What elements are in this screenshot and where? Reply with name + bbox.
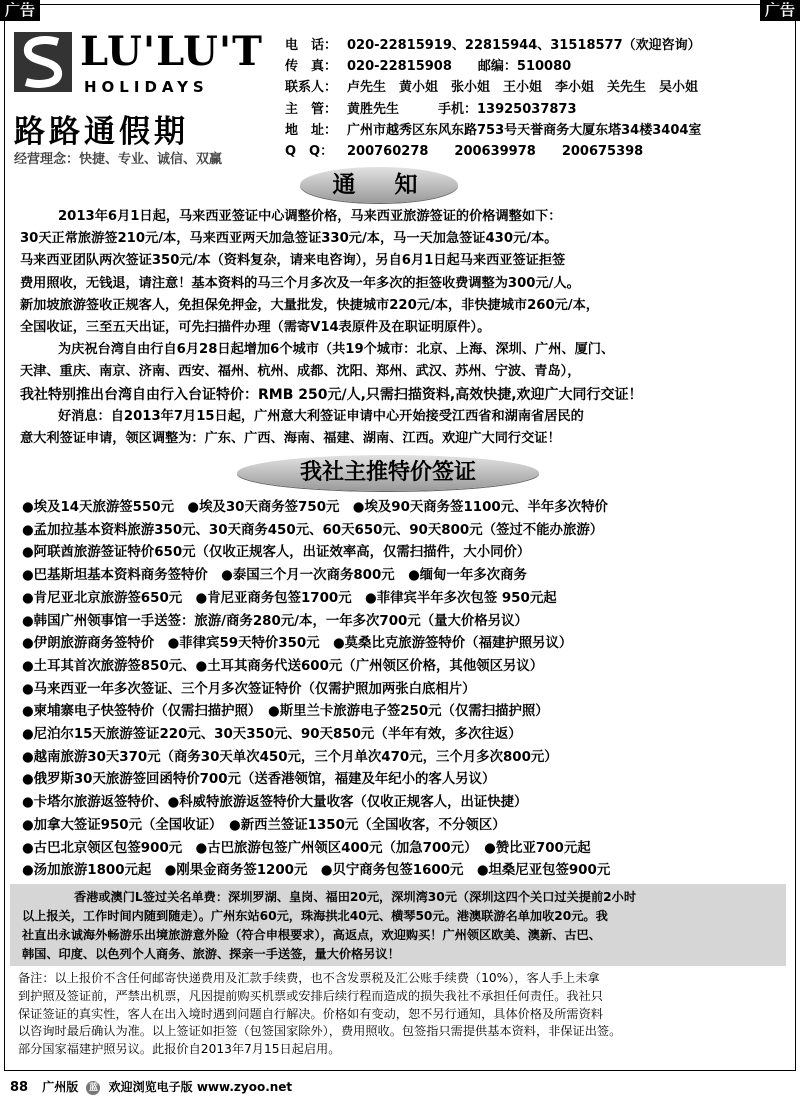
website-tagline: 欢迎浏览电子版 www.zyoo.net [108,1080,293,1094]
list-item: ●土耳其首次旅游签850元、●土耳其商务代送600元（广州领区价格，其他领区另议） [22,658,544,674]
edition-mark-icon: 蓝 [86,1081,100,1095]
page-footer [10,1078,292,1095]
contact-value: 020-22815908 邮编：510080 [347,59,572,75]
notice-line: 新加坡旅游签收正规客人，免担保免押金，大量批发，快捷城市220元/本，非快捷城市260元/本， [20,297,599,313]
contact-info [285,35,790,162]
contact-value: 200760278 200639978 200675398 [347,144,644,160]
list-item: ●俄罗斯30天旅游签回函特价700元（送香港领馆，福建及年纪小的客人另议） [22,772,496,788]
contact-label: 地 址： [285,122,338,138]
contact-row-persons [285,77,790,98]
list-item: ●尼泊尔15天旅游签证220元、30天350元、90天850元（半年有效，多次往返） [22,727,522,743]
box-line: 社直出永诚海外畅游乐出境旅游意外险（符合申根要求），高返点，欢迎购买！广州领区欧美、澳新、古巴、 [22,928,601,942]
contact-value: 广州市越秀区东风东路753号天誉商务大厦东塔34楼3404室 [347,122,702,138]
list-item: ●孟加拉基本资料旅游350元、30天商务450元、60天650元、90天800元（签过不能办旅游） [22,522,604,538]
remark-line: 备注：以上报价不含任何邮寄快递费用及汇款手续费，也不含发票税及汇公账手续费（10%），客人手上未拿 [18,971,600,985]
list-item: ●埃及14天旅游签550元 ●埃及30天商务签750元 ●埃及90天商务签1100元、半年多次特价 [22,500,608,515]
contact-value: 卢先生 黄小姐 张小姐 王小姐 李小姐 关先生 吴小姐 [347,80,699,96]
logo-subtitle: HOLIDAYS [84,78,209,96]
notice-line: 天津、重庆、南京、济南、西安、福州、杭州、成都、沈阳、郑州、武汉、苏州、宁波、青岛）， [20,364,581,380]
ad-tag-right: 广告 [760,0,800,21]
box-line: 香港或澳门L签过关名单费：深圳罗湖、皇岗、福田20元，深圳湾30元（深圳这四个关口过关提前2小时 [74,890,637,904]
remark-line: 部分国家福建护照另议。此报价自2013年7月15日起启用。 [18,1042,341,1057]
list-item: ●肯尼亚北京旅游签650元 ●肯尼亚商务包签1700元 ●菲律宾半年多次包签 950元起 [22,590,557,606]
contact-row-phone [285,35,790,56]
ad-tag-left: 广告 [0,0,40,21]
notice-line: 好消息：自2013年7月15日起，广州意大利签证申请中心开始接受江西省和湖南省居民的 [58,408,584,424]
contact-value: 黄胜先生 手机：13925037873 [347,101,577,117]
contact-label: 联系人： [285,80,338,96]
contact-label: 电 话： [285,38,338,53]
logo-chinese-name: 路路通假期 [14,114,189,150]
box-line: 以上报关，工作时间内随到随走）。广州东站60元，珠海拱北40元、横琴50元。港澳联游名单加收20元。我 [22,909,608,923]
remark-line: 保证签证的真实性，客人在出入境时遇到问题自行解决。价格如有变动，恕不另行通知，具体价格及所需资料 [18,1006,603,1021]
logo-brand: LU'LU'T [80,28,263,75]
list-item: ●卡塔尔旅游返签特价、●科威特旅游返签特价大量收客（仅收正规客人，出证快捷） [22,795,528,811]
company-logo [12,28,272,168]
notice-line: 意大利签证申请，领区调整为：广东、广西、海南、福建、湖南、江西。欢迎广大同行交证！ [20,431,561,447]
specials-list [22,497,782,883]
notice-line: 为庆祝台湾自由行自6月28日起增加6个城市（共19个城市：北京、上海、深圳、广州、厦门、 [58,342,615,358]
list-item: ●加拿大签证950元（全国收证） ●新西兰签证1350元（全国收客，不分领区） [22,817,506,833]
specials-title: 我社主推特价签证 [237,455,539,491]
page-number: 88 [10,1080,29,1095]
list-item: ●马来西亚一年多次签证、三个月多次签证特价（仅需护照加两张白底相片） [22,681,476,697]
notice-body [20,206,782,450]
notice-line: 2013年6月1日起，马来西亚签证中心调整价格，马来西亚旅游签证的价格调整如下： [58,209,562,224]
list-item: ●阿联酋旅游签证特价650元（仅收正规客人，出证效率高，仅需扫描件，大小同价） [22,545,531,561]
contact-value: 020-22815919、22815944、31518577（欢迎咨询） [347,38,701,53]
list-item: ●越南旅游30天370元（商务30天单次450元，三个月单次470元，三个月多次800元） [22,749,558,765]
contact-row-qq [285,141,790,162]
notice-line: 马来西亚团队两次签证350元/本（资料复杂，请来电咨询），另自6月1日起马来西亚签证拒签 [20,253,566,269]
notice-line: 全国收证，三至五天出证，可先扫描件办理（需寄V14表原件及在职证明原件）。 [20,320,491,336]
border-crossing-box [10,884,786,966]
remark-line: 以咨询时最后确认为准。以上签证如拒签（包签国家除外），费用照收。包签指只需提供基本资料，非保证出签。 [18,1024,622,1039]
notice-title: 通 知 [300,167,458,203]
list-item: ●韩国广州领事馆一手送签：旅游/商务280元/本，一年多次700元（量大价格另议） [22,613,528,629]
contact-row-address [285,120,790,141]
contact-label: 主 管： [285,101,338,117]
contact-label: 传 真： [285,59,338,75]
list-item: ●古巴北京领区包签900元 ●古巴旅游包签广州领区400元（加急700元） ●赞比亚700元起 [22,840,591,856]
notice-line: 我社特别推出台湾自由行入台证特价：RMB 250元/人,只需扫描资料,高效快捷,欢迎广大同行交证！ [20,386,643,403]
contact-label: Q Q： [285,144,334,160]
list-item: ●巴基斯坦基本资料商务签特价 ●泰国三个月一次商务800元 ●缅甸一年多次商务 [22,568,527,584]
contact-row-manager [285,99,790,120]
list-item: ●汤加旅游1800元起 ●刚果金商务签1200元 ●贝宁商务包签1600元 ●坦桑尼亚包签900元 [22,863,611,879]
notice-line: 30天正常旅游签210元/本，马来西亚两天加急签证330元/本，马一天加急签证430元/本。 [20,231,558,247]
remarks [18,970,788,1059]
contact-row-fax [285,56,790,77]
box-line: 韩国、印度、以色列个人商务、旅游、探亲一手送签，量大价格另议！ [22,947,400,961]
notice-line: 费用照收，无钱退，请注意！基本资料的马三个月多次及一年多次的拒签收费调整为300元/人。 [20,275,580,291]
list-item: ●柬埔寨电子快签特价（仅需扫描护照） ●斯里兰卡旅游电子签250元（仅需扫描护照） [22,704,549,720]
logo-s-icon [14,32,72,92]
edition-label: 广州版 [42,1080,79,1094]
business-slogan: 经营理念：快捷、专业、诚信、双赢 [14,152,223,167]
remark-line: 到护照及签证前，严禁出机票，凡因提前购买机票或安排后续行程而造成的损失我社不承担任何责任。我社只 [18,988,603,1003]
list-item: ●伊朗旅游商务签特价 ●菲律宾59天特价350元 ●莫桑比克旅游签特价（福建护照另议） [22,636,573,652]
